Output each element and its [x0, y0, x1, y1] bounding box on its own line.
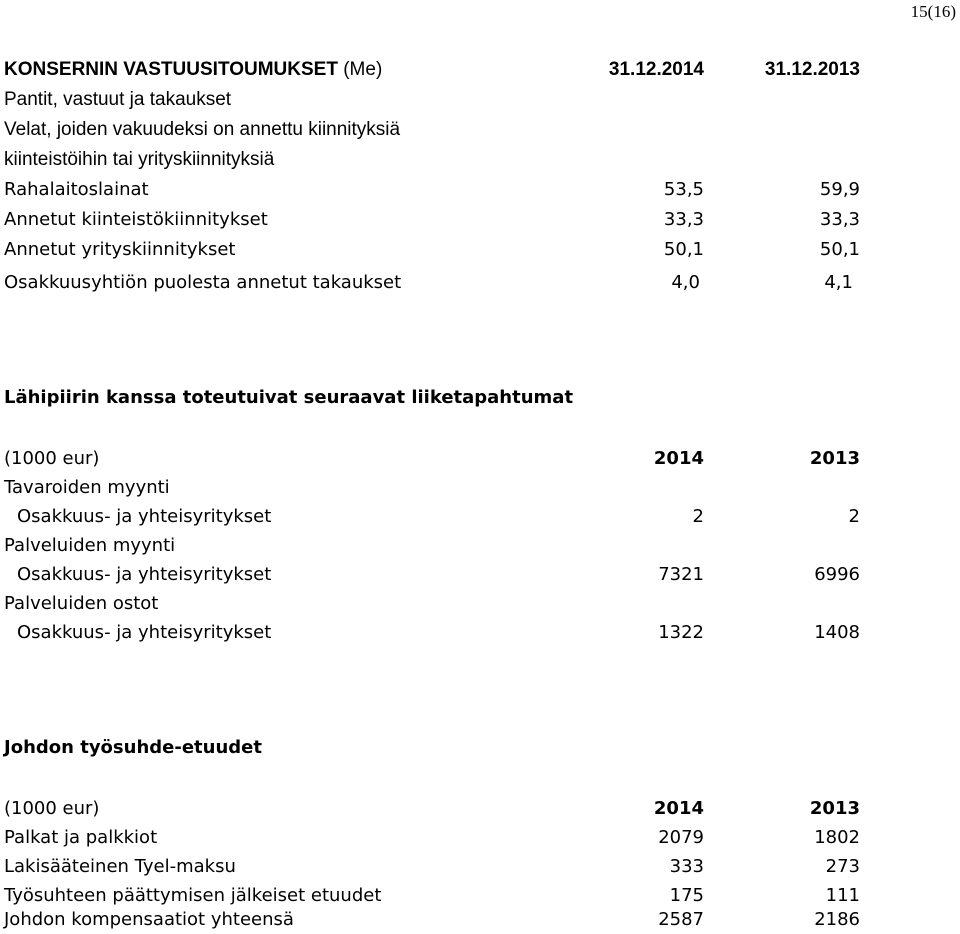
commitments-title-wrap [4, 55, 382, 84]
related-data-row [4, 560, 960, 589]
page-number: 15(16) [910, 2, 956, 21]
row-label: Annetut yrityskiinnitykset [4, 239, 236, 260]
row-label: Lakisääteinen Tyel-maksu [4, 856, 236, 877]
commitments-header-row [4, 55, 960, 84]
row-value-2014: 2 [692, 506, 704, 527]
commitments-line [4, 145, 960, 174]
management-total-row [4, 905, 960, 934]
row-value-2013: 4,1 [824, 272, 853, 293]
row-value-2013: 59,9 [819, 179, 860, 200]
row-value-2014: 50,1 [663, 239, 704, 260]
row-label: Palveluiden ostot [4, 593, 159, 614]
management-header-row [4, 794, 960, 823]
row-value-2013: 2186 [814, 909, 860, 930]
row-value-2013: 1408 [814, 622, 860, 643]
row-label: Osakkuus- ja yhteisyritykset [17, 506, 272, 527]
commitments-line-text: kiinteistöihin tai yrityskiinnityksiä [4, 149, 275, 170]
related-title-row [4, 383, 960, 412]
row-value-2014: 333 [669, 856, 704, 877]
commitments-line [4, 85, 960, 114]
management-title: Johdon työsuhde-etuudet [4, 737, 262, 758]
row-value-2013: 50,1 [819, 239, 860, 260]
row-value-2013: 111 [825, 885, 860, 906]
row-value-2014: 53,5 [663, 179, 704, 200]
commitments-col1-header: 31.12.2014 [608, 59, 704, 80]
row-label: Palveluiden myynti [4, 535, 176, 556]
management-unit: (1000 eur) [4, 798, 100, 819]
row-value-2013: 1802 [814, 827, 860, 848]
management-data-row [4, 823, 960, 852]
commitments-data-row [4, 175, 960, 204]
commitments-data-row [4, 205, 960, 234]
related-category-row [4, 531, 960, 560]
row-label: Rahalaitoslainat [4, 179, 149, 200]
management-data-row [4, 852, 960, 881]
commitments-line [4, 115, 960, 144]
related-category-row [4, 589, 960, 618]
related-col2-header: 2013 [809, 448, 860, 469]
row-value-2014: 2079 [658, 827, 704, 848]
related-header-row [4, 444, 960, 473]
related-data-row [4, 502, 960, 531]
commitments-line-text: Pantit, vastuut ja takaukset [4, 89, 232, 110]
related-title: Lähipiirin kanssa toteutuivat seuraavat liiketapahtumat [4, 387, 574, 408]
related-unit: (1000 eur) [4, 448, 100, 469]
commitments-col2-header: 31.12.2013 [764, 59, 860, 80]
row-label: Osakkuus- ja yhteisyritykset [17, 622, 272, 643]
row-label: Tavaroiden myynti [4, 477, 170, 498]
related-col1-header: 2014 [653, 448, 704, 469]
row-label: Osakkuus- ja yhteisyritykset [17, 564, 272, 585]
row-value-2013: 33,3 [819, 209, 860, 230]
row-label: Johdon kompensaatiot yhteensä [4, 909, 294, 930]
commitments-unit: (Me) [343, 59, 383, 80]
management-col2-header: 2013 [809, 798, 860, 819]
commitments-data-row [4, 235, 960, 264]
row-label: Osakkuusyhtiön puolesta annetut takaukset [4, 272, 402, 293]
commitments-data-row [4, 268, 960, 297]
management-title-row [4, 733, 960, 762]
commitments-line-text: Velat, joiden vakuudeksi on annettu kiinnityksiä [4, 119, 401, 140]
management-col1-header: 2014 [653, 798, 704, 819]
related-category-row [4, 473, 960, 502]
row-value-2014: 4,0 [671, 272, 700, 293]
row-value-2014: 33,3 [663, 209, 704, 230]
commitments-title: KONSERNIN VASTUUSITOUMUKSET [4, 59, 338, 80]
row-label: Annetut kiinteistökiinnitykset [4, 209, 268, 230]
row-value-2014: 1322 [658, 622, 704, 643]
row-value-2013: 6996 [814, 564, 860, 585]
row-value-2014: 7321 [658, 564, 704, 585]
row-value-2013: 2 [848, 506, 860, 527]
row-label: Palkat ja palkkiot [4, 827, 158, 848]
related-data-row [4, 618, 960, 647]
row-value-2014: 2587 [658, 909, 704, 930]
row-value-2014: 175 [669, 885, 704, 906]
row-label: Työsuhteen päättymisen jälkeiset etuudet [4, 885, 382, 906]
row-value-2013: 273 [825, 856, 860, 877]
